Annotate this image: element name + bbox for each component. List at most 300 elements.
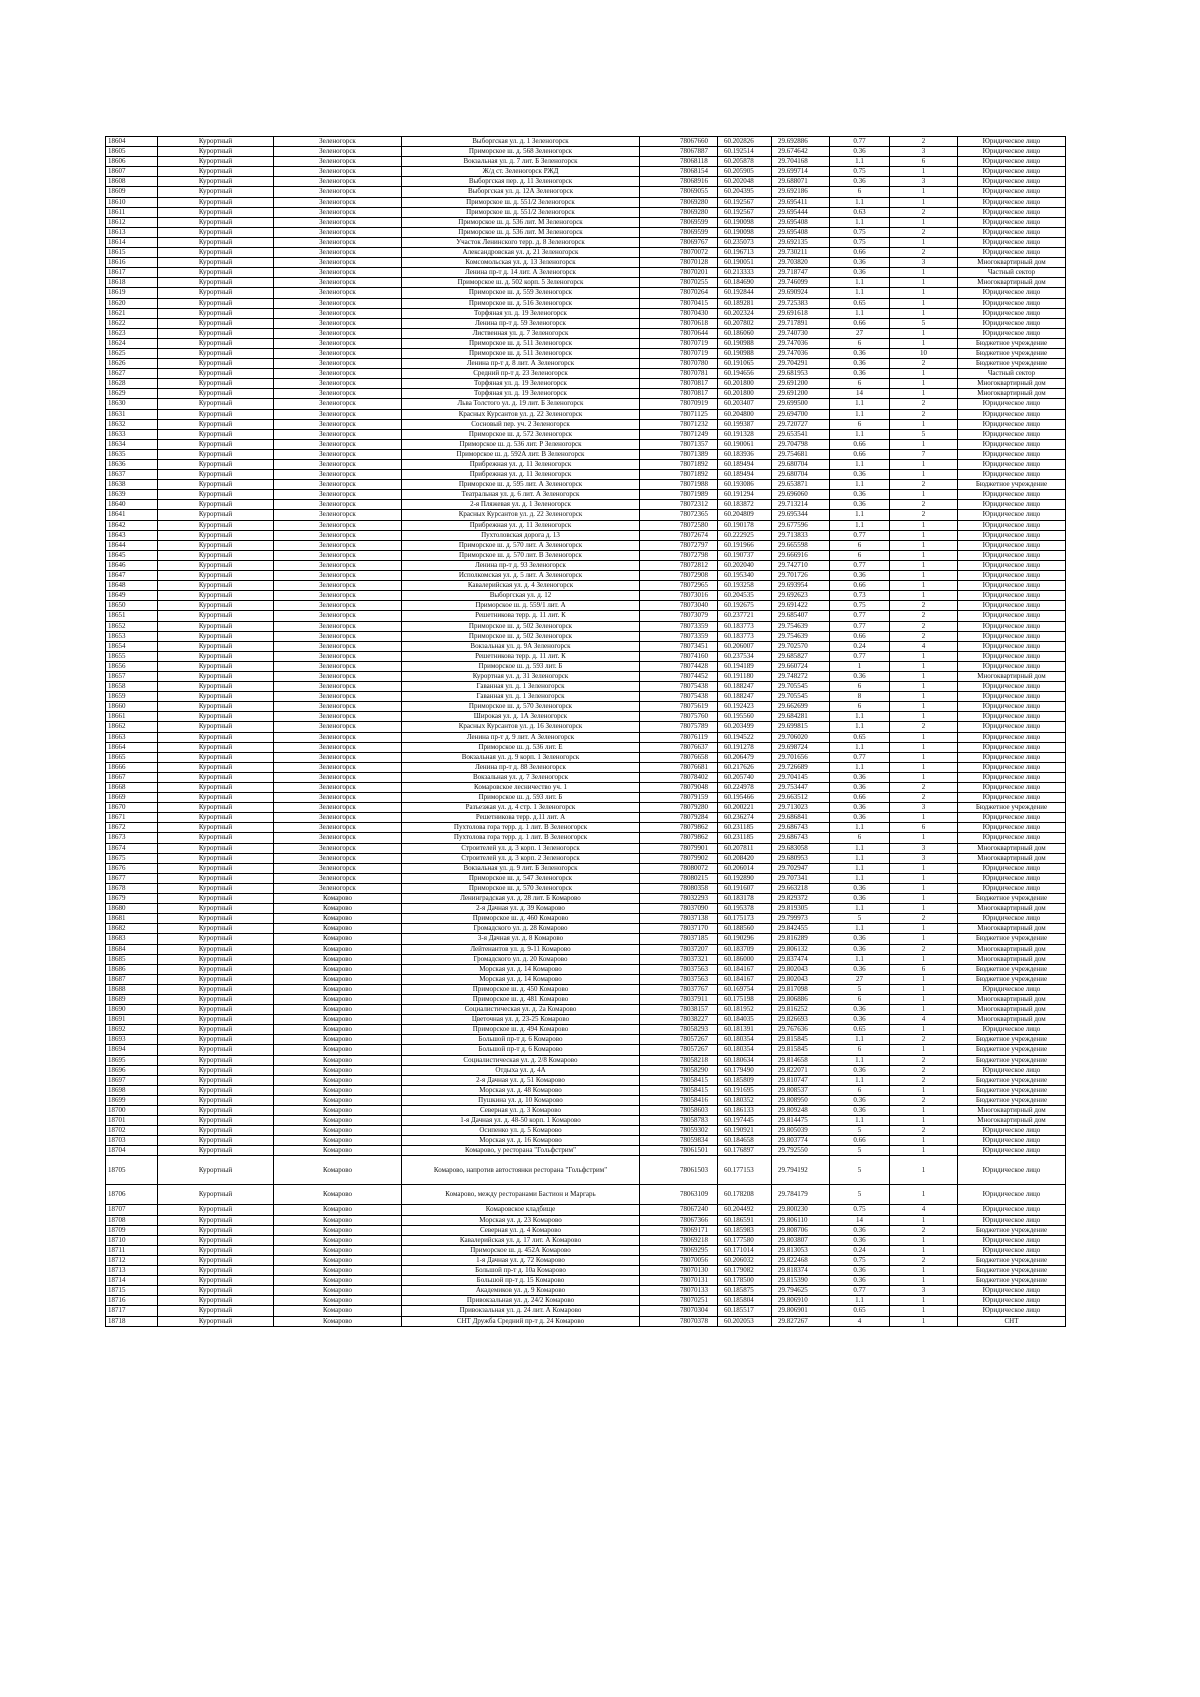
table-cell-id: 18714	[106, 1276, 158, 1286]
table-cell-address: Ж/д ст. Зеленогорск РЖД	[402, 167, 640, 177]
table-cell-city: Комарово	[274, 1156, 402, 1185]
table-cell-lon: 29.703820	[772, 258, 830, 268]
table-cell-lon: 29.695444	[772, 207, 830, 217]
table-cell-type: Юридическое лицо	[958, 984, 1066, 994]
table-cell-district: Курортный	[158, 611, 274, 621]
table-cell-city: Зеленогорск	[274, 853, 402, 863]
table-cell-code: 78069055	[640, 187, 718, 197]
table-cell-address: Пухтоловская дорога д. 13	[402, 530, 640, 540]
table-cell-id: 18677	[106, 873, 158, 883]
table-cell-id: 18713	[106, 1266, 158, 1276]
table-cell-qty: 1	[890, 873, 958, 883]
table-cell-city: Комарово	[274, 954, 402, 964]
table-cell-area: 0.24	[830, 1245, 890, 1255]
table-cell-district: Курортный	[158, 692, 274, 702]
table-cell-area: 0.65	[830, 1306, 890, 1316]
table-cell-lon: 29.699714	[772, 167, 830, 177]
table-cell-city: Зеленогорск	[274, 500, 402, 510]
table-cell-city: Комарово	[274, 1116, 402, 1126]
table-cell-area: 1.1	[830, 1075, 890, 1085]
table-cell-code: 78070644	[640, 328, 718, 338]
table-cell-lat: 60.193258	[718, 581, 772, 591]
table-cell-lat: 60.224978	[718, 783, 772, 793]
table-cell-lon: 29.819305	[772, 904, 830, 914]
table-cell-type: Бюджетное учреждение	[958, 359, 1066, 369]
table-cell-qty: 2	[890, 631, 958, 641]
table-cell-city: Комарово	[274, 914, 402, 924]
table-cell-code: 78080358	[640, 883, 718, 893]
table-cell-lat: 60.192844	[718, 288, 772, 298]
table-cell-district: Курортный	[158, 641, 274, 651]
table-cell-code: 78070378	[640, 1316, 718, 1326]
table-row	[106, 500, 1066, 510]
table-cell-qty: 2	[890, 1255, 958, 1265]
table-cell-id: 18666	[106, 762, 158, 772]
table-row	[106, 722, 1066, 732]
table-cell-id: 18665	[106, 752, 158, 762]
table-cell-city: Зеленогорск	[274, 550, 402, 560]
table-cell-lat: 60.178500	[718, 1276, 772, 1286]
table-row	[106, 772, 1066, 782]
table-cell-qty: 1	[890, 1306, 958, 1316]
table-cell-qty: 1	[890, 439, 958, 449]
table-cell-lat: 60.189494	[718, 470, 772, 480]
table-cell-type: Бюджетное учреждение	[958, 1055, 1066, 1065]
table-cell-code: 78076119	[640, 732, 718, 742]
table-cell-address: Приморское ш. д. 572 Зеленогорск	[402, 429, 640, 439]
table-cell-lon: 29.808950	[772, 1095, 830, 1105]
table-cell-code: 78070430	[640, 308, 718, 318]
table-cell-area: 1.1	[830, 278, 890, 288]
table-cell-city: Комарово	[274, 944, 402, 954]
table-cell-lon: 29.701656	[772, 752, 830, 762]
table-cell-type: Юридическое лицо	[958, 147, 1066, 157]
table-cell-address: Приморское ш. д. 536 лит. Е	[402, 742, 640, 752]
table-cell-city: Комарово	[274, 1095, 402, 1105]
table-cell-city: Комарово	[274, 1126, 402, 1136]
table-cell-district: Курортный	[158, 258, 274, 268]
table-cell-code: 78079159	[640, 793, 718, 803]
table-cell-lat: 60.184167	[718, 964, 772, 974]
table-cell-lat: 60.184690	[718, 278, 772, 288]
table-cell-district: Курортный	[158, 399, 274, 409]
table-cell-code: 78080072	[640, 863, 718, 873]
table-cell-area: 6	[830, 187, 890, 197]
table-cell-address: Приморское ш. д. 536 лит. М Зеленогорск	[402, 227, 640, 237]
table-cell-lat: 60.190988	[718, 338, 772, 348]
table-cell-code: 78070130	[640, 1266, 718, 1276]
table-cell-type: Юридическое лицо	[958, 1065, 1066, 1075]
table-cell-lon: 29.753447	[772, 783, 830, 793]
table-cell-type: Юридическое лицо	[958, 571, 1066, 581]
table-cell-district: Курортный	[158, 853, 274, 863]
table-cell-district: Курортный	[158, 1025, 274, 1035]
table-cell-address: Прибрежная ул. д. 11 Зеленогорск	[402, 460, 640, 470]
table-cell-qty: 1	[890, 490, 958, 500]
table-cell-area: 1.1	[830, 197, 890, 207]
table-row	[106, 1136, 1066, 1146]
table-row	[106, 520, 1066, 530]
table-cell-lon: 29.662699	[772, 702, 830, 712]
table-cell-district: Курортный	[158, 1116, 274, 1126]
table-cell-lat: 60.196713	[718, 248, 772, 258]
table-cell-lat: 60.206032	[718, 1255, 772, 1265]
table-cell-area: 0.63	[830, 207, 890, 217]
table-cell-area: 0.36	[830, 177, 890, 187]
table-row	[106, 338, 1066, 348]
table-cell-lat: 60.176897	[718, 1146, 772, 1156]
table-cell-lat: 60.199387	[718, 419, 772, 429]
table-cell-type: Многоквартирный дом	[958, 671, 1066, 681]
table-cell-address: Приморское ш. д. 593 лит. Б	[402, 793, 640, 803]
table-cell-id: 18658	[106, 682, 158, 692]
table-cell-id: 18657	[106, 671, 158, 681]
table-cell-lon: 29.718747	[772, 268, 830, 278]
table-cell-area: 1.1	[830, 742, 890, 752]
table-cell-city: Зеленогорск	[274, 631, 402, 641]
table-cell-id: 18616	[106, 258, 158, 268]
table-cell-lat: 60.204395	[718, 187, 772, 197]
table-cell-lat: 60.175173	[718, 914, 772, 924]
table-cell-type: Юридическое лицо	[958, 702, 1066, 712]
table-cell-code: 78070133	[640, 1286, 718, 1296]
table-cell-city: Зеленогорск	[274, 460, 402, 470]
table-row	[106, 1215, 1066, 1225]
table-cell-code: 78070072	[640, 248, 718, 258]
table-cell-area: 0.36	[830, 803, 890, 813]
table-cell-area: 1.1	[830, 520, 890, 530]
table-cell-lat: 60.179490	[718, 1065, 772, 1075]
table-cell-district: Курортный	[158, 328, 274, 338]
table-cell-code: 78037207	[640, 944, 718, 954]
table-cell-type: Юридическое лицо	[958, 1306, 1066, 1316]
table-cell-code: 78070056	[640, 1255, 718, 1265]
table-cell-id: 18621	[106, 308, 158, 318]
table-cell-qty: 1	[890, 308, 958, 318]
table-cell-code: 78073359	[640, 631, 718, 641]
table-cell-address: Комсомольская ул. д. 13 Зеленогорск	[402, 258, 640, 268]
table-cell-id: 18684	[106, 944, 158, 954]
table-cell-lat: 60.171014	[718, 1245, 772, 1255]
table-cell-lat: 60.180352	[718, 1095, 772, 1105]
table-cell-area: 0.36	[830, 571, 890, 581]
table-row	[106, 1296, 1066, 1306]
table-cell-area: 1.1	[830, 288, 890, 298]
table-cell-lat: 60.192423	[718, 702, 772, 712]
table-cell-qty: 2	[890, 722, 958, 732]
table-cell-city: Зеленогорск	[274, 732, 402, 742]
table-cell-lon: 29.827267	[772, 1316, 830, 1326]
table-cell-code: 78070919	[640, 399, 718, 409]
table-cell-lat: 60.191294	[718, 490, 772, 500]
table-cell-lat: 60.188247	[718, 682, 772, 692]
table-cell-lon: 29.816289	[772, 934, 830, 944]
table-cell-code: 78061501	[640, 1146, 718, 1156]
table-cell-lat: 60.190988	[718, 348, 772, 358]
table-cell-lon: 29.792550	[772, 1146, 830, 1156]
table-cell-district: Курортный	[158, 883, 274, 893]
table-cell-lon: 29.754681	[772, 449, 830, 459]
table-cell-lat: 60.185517	[718, 1306, 772, 1316]
table-cell-lon: 29.705545	[772, 692, 830, 702]
table-cell-id: 18696	[106, 1065, 158, 1075]
table-cell-district: Курортный	[158, 722, 274, 732]
table-cell-city: Зеленогорск	[274, 177, 402, 187]
table-cell-type: Юридическое лицо	[958, 823, 1066, 833]
table-cell-lat: 60.175198	[718, 994, 772, 1004]
table-cell-city: Комарово	[274, 964, 402, 974]
table-cell-code: 78068916	[640, 177, 718, 187]
table-cell-lat: 60.190051	[718, 258, 772, 268]
table-cell-lat: 60.208420	[718, 853, 772, 863]
table-cell-qty: 1	[890, 813, 958, 823]
table-cell-area: 0.36	[830, 883, 890, 893]
table-cell-address: Строителей ул. д. 3 корп. 1 Зеленогорск	[402, 843, 640, 853]
table-cell-lat: 60.202040	[718, 560, 772, 570]
table-row	[106, 328, 1066, 338]
table-cell-id: 18679	[106, 894, 158, 904]
table-cell-type: Многоквартирный дом	[958, 924, 1066, 934]
table-cell-address: Комаровское кладбище	[402, 1205, 640, 1215]
table-row	[106, 359, 1066, 369]
table-cell-area: 6	[830, 379, 890, 389]
table-cell-qty: 2	[890, 944, 958, 954]
table-cell-address: Кавалерийская ул. д. 4 Зеленогорск	[402, 581, 640, 591]
table-cell-qty: 3	[890, 147, 958, 157]
table-cell-address: Вокзальная ул. д. 9 лит. Б Зеленогорск	[402, 863, 640, 873]
table-row	[106, 268, 1066, 278]
table-cell-area: 1.1	[830, 863, 890, 873]
table-cell-lon: 29.665598	[772, 540, 830, 550]
table-cell-id: 18605	[106, 147, 158, 157]
table-cell-code: 78069280	[640, 197, 718, 207]
table-cell-lat: 60.185809	[718, 1075, 772, 1085]
table-cell-id: 18630	[106, 399, 158, 409]
table-cell-type: Юридическое лицо	[958, 470, 1066, 480]
table-cell-lon: 29.806132	[772, 944, 830, 954]
table-cell-address: Приморское ш. д. 452А Комарово	[402, 1245, 640, 1255]
table-cell-type: Бюджетное учреждение	[958, 1085, 1066, 1095]
table-cell-district: Курортный	[158, 217, 274, 227]
table-cell-address: Прибрежная ул. д. 11 Зеленогорск	[402, 520, 640, 530]
table-cell-city: Зеленогорск	[274, 712, 402, 722]
table-cell-type: Юридическое лицо	[958, 530, 1066, 540]
table-cell-code: 78076658	[640, 752, 718, 762]
table-cell-lat: 60.202826	[718, 137, 772, 147]
table-cell-id: 18624	[106, 338, 158, 348]
table-cell-id: 18618	[106, 278, 158, 288]
table-cell-district: Курортный	[158, 369, 274, 379]
table-cell-district: Курортный	[158, 671, 274, 681]
table-cell-type: Юридическое лицо	[958, 248, 1066, 258]
table-cell-area: 0.36	[830, 894, 890, 904]
table-cell-qty: 1	[890, 883, 958, 893]
table-row	[106, 1055, 1066, 1065]
table-cell-city: Зеленогорск	[274, 510, 402, 520]
table-cell-lat: 60.194189	[718, 661, 772, 671]
table-cell-city: Зеленогорск	[274, 409, 402, 419]
table-cell-area: 0.75	[830, 601, 890, 611]
table-cell-code: 78059834	[640, 1136, 718, 1146]
table-cell-city: Зеленогорск	[274, 278, 402, 288]
table-row	[106, 399, 1066, 409]
table-cell-lon: 29.695344	[772, 510, 830, 520]
table-cell-id: 18642	[106, 520, 158, 530]
table-cell-lat: 60.201800	[718, 379, 772, 389]
table-cell-city: Зеленогорск	[274, 439, 402, 449]
table-cell-district: Курортный	[158, 833, 274, 843]
table-cell-code: 78070415	[640, 298, 718, 308]
table-cell-id: 18711	[106, 1245, 158, 1255]
table-cell-code: 78069599	[640, 217, 718, 227]
table-cell-lat: 60.197445	[718, 1116, 772, 1126]
table-cell-area: 0.36	[830, 1015, 890, 1025]
table-cell-type: Юридическое лицо	[958, 772, 1066, 782]
table-cell-address: Приморское ш. д. 547 Зеленогорск	[402, 873, 640, 883]
table-cell-area: 1.1	[830, 157, 890, 167]
table-cell-lat: 60.191278	[718, 742, 772, 752]
table-cell-area: 27	[830, 974, 890, 984]
table-cell-district: Курортный	[158, 318, 274, 328]
table-cell-city: Зеленогорск	[274, 318, 402, 328]
table-cell-lat: 60.191607	[718, 883, 772, 893]
table-cell-type: Юридическое лицо	[958, 500, 1066, 510]
table-cell-qty: 2	[890, 1065, 958, 1075]
table-cell-lon: 29.842455	[772, 924, 830, 934]
table-cell-type: Бюджетное учреждение	[958, 1095, 1066, 1105]
table-cell-area: 0.66	[830, 318, 890, 328]
table-cell-lon: 29.725383	[772, 298, 830, 308]
table-row	[106, 1185, 1066, 1205]
table-cell-address: Приморское ш. д. 502 корп. 5 Зеленогорск	[402, 278, 640, 288]
table-cell-address: Ленина пр-т д. 9 лит. А Зеленогорск	[402, 732, 640, 742]
table-row	[106, 914, 1066, 924]
table-cell-area: 6	[830, 1045, 890, 1055]
table-cell-lon: 29.815845	[772, 1035, 830, 1045]
table-cell-id: 18610	[106, 197, 158, 207]
table-cell-city: Зеленогорск	[274, 591, 402, 601]
table-cell-qty: 1	[890, 863, 958, 873]
table-cell-type: Юридическое лицо	[958, 540, 1066, 550]
table-cell-address: Комарово, напротив автостоянки ресторана "Гольфстрим"	[402, 1156, 640, 1185]
table-cell-lon: 29.693954	[772, 581, 830, 591]
table-row	[106, 601, 1066, 611]
table-cell-district: Курортный	[158, 540, 274, 550]
table-cell-lon: 29.691200	[772, 379, 830, 389]
table-cell-address: Приморское ш. д. 559 Зеленогорск	[402, 288, 640, 298]
table-cell-address: Широкая ул. д. 1А Зеленогорск	[402, 712, 640, 722]
table-cell-lon: 29.805039	[772, 1126, 830, 1136]
table-row	[106, 1306, 1066, 1316]
table-cell-lon: 29.742710	[772, 560, 830, 570]
table-cell-lon: 29.806110	[772, 1215, 830, 1225]
table-cell-type: Юридическое лицо	[958, 601, 1066, 611]
table-cell-type: Бюджетное учреждение	[958, 480, 1066, 490]
table-cell-district: Курортный	[158, 147, 274, 157]
table-cell-code: 78069171	[640, 1225, 718, 1235]
table-cell-district: Курортный	[158, 409, 274, 419]
table-cell-qty: 1	[890, 1266, 958, 1276]
table-cell-district: Курортный	[158, 1126, 274, 1136]
table-row	[106, 954, 1066, 964]
table-cell-qty: 2	[890, 1095, 958, 1105]
table-cell-id: 18667	[106, 772, 158, 782]
table-cell-id: 18606	[106, 157, 158, 167]
table-cell-area: 0.65	[830, 298, 890, 308]
table-cell-area: 0.75	[830, 167, 890, 177]
table-cell-district: Курортный	[158, 1286, 274, 1296]
table-cell-city: Зеленогорск	[274, 762, 402, 772]
table-cell-type: Юридическое лицо	[958, 1025, 1066, 1035]
table-cell-id: 18652	[106, 621, 158, 631]
table-cell-code: 78078402	[640, 772, 718, 782]
table-cell-district: Курортный	[158, 581, 274, 591]
table-cell-city: Зеленогорск	[274, 641, 402, 651]
table-cell-district: Курортный	[158, 1185, 274, 1205]
table-row	[106, 248, 1066, 258]
table-cell-type: Юридическое лицо	[958, 863, 1066, 873]
table-cell-address: Исполкомская ул. д. 5 лит. А Зеленогорск	[402, 571, 640, 581]
table-cell-city: Зеленогорск	[274, 298, 402, 308]
table-cell-code: 78058218	[640, 1055, 718, 1065]
table-cell-district: Курортный	[158, 560, 274, 570]
table-cell-area: 0.66	[830, 439, 890, 449]
table-cell-code: 78070719	[640, 348, 718, 358]
table-row	[106, 1276, 1066, 1286]
table-cell-lat: 60.189494	[718, 460, 772, 470]
table-cell-area: 1.1	[830, 429, 890, 439]
table-cell-qty: 2	[890, 793, 958, 803]
table-cell-qty: 3	[890, 853, 958, 863]
table-cell-address: Приморское ш. д. 570 Зеленогорск	[402, 702, 640, 712]
table-cell-qty: 2	[890, 621, 958, 631]
table-cell-lon: 29.695408	[772, 217, 830, 227]
table-cell-address: Театральная ул. д. 6 лит. А Зеленогорск	[402, 490, 640, 500]
table-cell-address: Приморское ш. д. 481 Комарово	[402, 994, 640, 1004]
table-cell-area: 0.66	[830, 248, 890, 258]
table-cell-district: Курортный	[158, 419, 274, 429]
table-cell-city: Комарово	[274, 1085, 402, 1095]
table-cell-address: 2-я Дачная ул. д. 51 Комарово	[402, 1075, 640, 1085]
table-row	[106, 984, 1066, 994]
table-cell-district: Курортный	[158, 894, 274, 904]
table-row	[106, 611, 1066, 621]
table-cell-code: 78079901	[640, 843, 718, 853]
table-cell-qty: 2	[890, 480, 958, 490]
table-cell-qty: 5	[890, 429, 958, 439]
table-cell-lon: 29.688071	[772, 177, 830, 187]
table-cell-area: 0.36	[830, 147, 890, 157]
table-cell-address: Приморское ш. д. 551/2 Зеленогорск	[402, 207, 640, 217]
table-cell-district: Курортный	[158, 389, 274, 399]
table-row	[106, 974, 1066, 984]
table-cell-qty: 1	[890, 278, 958, 288]
table-cell-id: 18650	[106, 601, 158, 611]
table-cell-code: 78070780	[640, 359, 718, 369]
table-cell-code: 78067887	[640, 147, 718, 157]
table-cell-lat: 60.188560	[718, 924, 772, 934]
table-cell-lat: 60.236274	[718, 813, 772, 823]
table-cell-city: Зеленогорск	[274, 268, 402, 278]
table-cell-id: 18705	[106, 1156, 158, 1185]
table-cell-address: Торфяная ул. д. 19 Зеленогорск	[402, 308, 640, 318]
table-cell-type: Многоквартирный дом	[958, 994, 1066, 1004]
table-cell-lat: 60.184035	[718, 1015, 772, 1025]
table-cell-address: Выборгская ул. д. 12	[402, 591, 640, 601]
table-cell-type: Юридическое лицо	[958, 1126, 1066, 1136]
table-cell-code: 78072580	[640, 520, 718, 530]
table-cell-city: Зеленогорск	[274, 308, 402, 318]
